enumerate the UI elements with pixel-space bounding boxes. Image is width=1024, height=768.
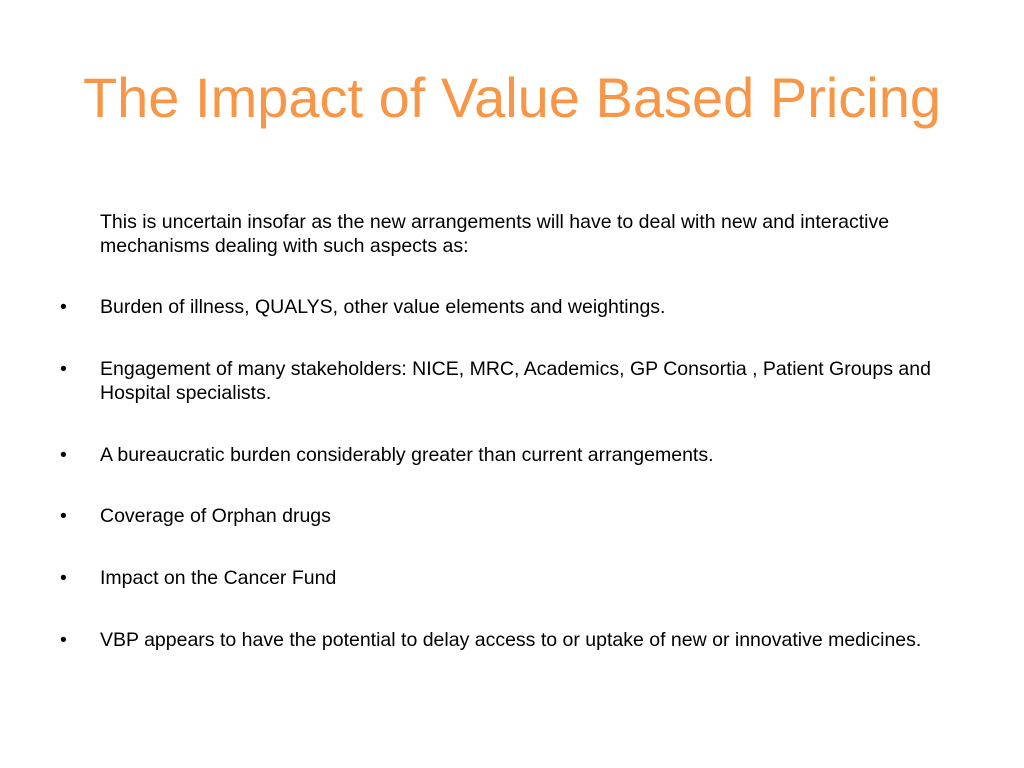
intro-paragraph: This is uncertain insofar as the new arrangements will have to deal with new and interactive mechanisms dealing with such aspects as:	[100, 211, 890, 257]
bullet-dot-icon: •	[60, 629, 67, 651]
bullet-text: A bureaucratic burden considerably greater than current arrangements.	[100, 444, 714, 466]
bullet-text: Burden of illness, QUALYS, other value elements and weightings.	[100, 296, 666, 318]
bullet-item	[60, 566, 970, 590]
bullet-item	[60, 504, 970, 528]
slide-title: The Impact of Value Based Pricing	[82, 66, 942, 129]
bullet-item	[60, 628, 970, 652]
bullet-item	[60, 357, 970, 405]
bullet-dot-icon: •	[60, 444, 67, 466]
bullet-text: Coverage of Orphan drugs	[100, 505, 331, 527]
bullet-dot-icon: •	[60, 567, 67, 589]
bullet-dot-icon: •	[60, 296, 67, 318]
bullet-item	[60, 295, 970, 319]
bullet-text: VBP appears to have the potential to delay access to or uptake of new or innovative medicines.	[100, 629, 922, 651]
bullet-dot-icon: •	[60, 505, 67, 527]
bullet-text: Engagement of many stakeholders: NICE, MRC, Academics, GP Consortia , Patient Groups and Hospital specialists.	[100, 358, 931, 404]
bullet-dot-icon: •	[60, 358, 67, 380]
bullet-text: Impact on the Cancer Fund	[100, 567, 337, 589]
bullet-item	[60, 443, 970, 467]
